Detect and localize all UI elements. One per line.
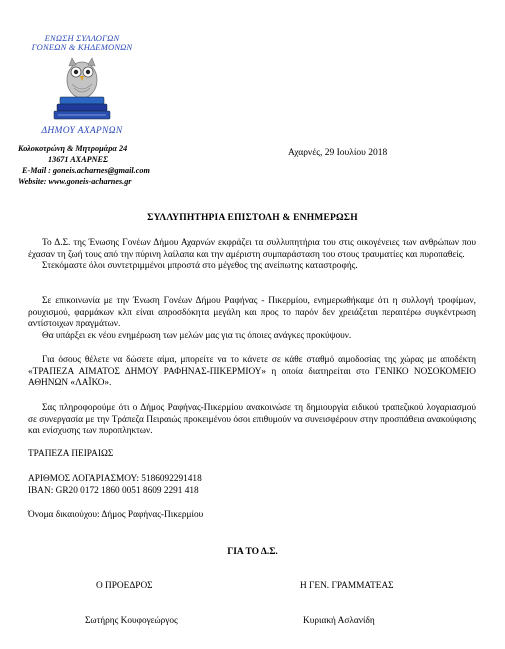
logo-top-text [18, 34, 146, 52]
logo-top-line2: ΓΟΝΕΩΝ & ΚΗΔΕΜΟΝΩΝ [31, 42, 133, 52]
letter-date: Αχαρνές, 29 Ιουλίου 2018 [288, 148, 388, 158]
paragraph-supplies [28, 296, 476, 342]
sender-address [18, 143, 150, 187]
bank-iban: IBAN: GR20 0172 1860 0051 8609 2291 418 [28, 486, 199, 496]
association-logo [18, 34, 146, 139]
paragraph-3: Σε επικοινωνία με την Ένωση Γονέων Δήμου Ραφήνας - Πικερμίου, ενημερωθήκαμε ότι η συλλογή τροφίμων, ρουχισμού, φαρμάκων κλπ είναι απροσδόκητα μεγάλη και προς το παρόν δεν χρειάζεται περαιτέρω συγκέντρωση αντίστοιχων πραγμάτων. [28, 296, 476, 329]
letter-subject: ΣΥΛΛΥΠΗΤΗΡΙΑ ΕΠΙΣΤΟΛΗ & ΕΝΗΜΕΡΩΣΗ [147, 213, 358, 223]
paragraph-1: Το Δ.Σ. της Ένωσης Γονέων Δήμου Αχαρνών εκφράζει τα συλλυπητήρια του στις οικογένειες των ανθρώπων που έχασαν τη ζωή τους από την πύρινη λαίλαπα και την αμέριστη συμπαράσταση του στους τραυματίες και πυροπαθείς. [28, 238, 476, 260]
secretary-name: Κυριακή Ασλανίδη [303, 616, 375, 626]
paragraph-5: Για όσους θέλετε να δώσετε αίμα, μπορείτε να το κάνετε σε κάθε σταθμό αιμοδοσίας της χώρας με αποδέκτη «ΤΡΑΠΕΖΑ ΑΙΜΑΤΟΣ ΔΗΜΟΥ ΡΑΦΗΝΑΣ-ΠΙΚΕΡΜΙΟΥ» η οποία διατηρείται στο ΓΕΝΙΚΟ ΝΟΣΟΚΟΜΕΙΟ ΑΘΗΝΩΝ «ΛΑΪΚΟ». [28, 355, 476, 388]
secretary-title: Η ΓΕΝ. ΓΡΑΜΜΑΤΕΑΣ [300, 581, 394, 591]
paragraph-blood-donation [28, 355, 476, 390]
signature-heading: ΓΙΑ ΤΟ Δ.Σ. [227, 547, 278, 557]
address-website: Website: www.goneis-acharnes.gr [18, 177, 132, 186]
address-city: 13671 ΑΧΑΡΝΕΣ [48, 155, 109, 164]
bank-beneficiary: Όνομα δικαιούχου: Δήμος Ραφήνας-Πικερμίου [28, 510, 204, 520]
paragraph-2: Στεκόμαστε όλοι συντετριμμένοι μπροστά στο μέγεθος της ανείπωτης καταστροφής. [42, 261, 358, 271]
president-title: Ο ΠΡΟΕΔΡΟΣ [96, 581, 153, 591]
president-name: Σωτήρης Κουφογεώργος [85, 616, 178, 626]
paragraph-4: Θα υπάρξει εκ νέου ενημέρωση των μελών μας για τις όποιες ανάγκες προκύψουν. [42, 330, 352, 341]
paragraph-6: Σας πληροφορούμε ότι ο Δήμος Ραφήνας-Πικερμίου ανακοινώσε τη δημιουργία ειδικού τραπεζικού λογαριασμού σε συνεργασία με την Τράπεζα Πειραιώς προκειμένου όσοι επιθυμούν να συνεισφέρουν στην προσπάθεια ανακούφισης και ενίσχυσης των πυροπληκτων. [28, 403, 476, 436]
address-email: E-Mail : goneis.acharnes@gmail.com [22, 166, 150, 175]
paragraph-bank-account [28, 403, 476, 438]
logo-top-line1: ΕΝΩΣΗ ΣΥΛΛΟΓΩΝ [44, 33, 120, 43]
logo-bottom-text: ΔΗΜΟΥ ΑΧΑΡΝΩΝ [41, 126, 123, 136]
paragraph-condolences [28, 238, 476, 273]
address-street: Κολοκοτρώνη & Μητρομάρα 24 [18, 144, 128, 153]
owl-on-books-icon [50, 54, 114, 124]
bank-account-number: ΑΡΙΘΜΟΣ ΛΟΓΑΡΙΑΣΜΟΥ: 5186092291418 [28, 474, 202, 484]
bank-name: ΤΡΑΠΕΖΑ ΠΕΙΡΑΙΩΣ [28, 449, 114, 459]
